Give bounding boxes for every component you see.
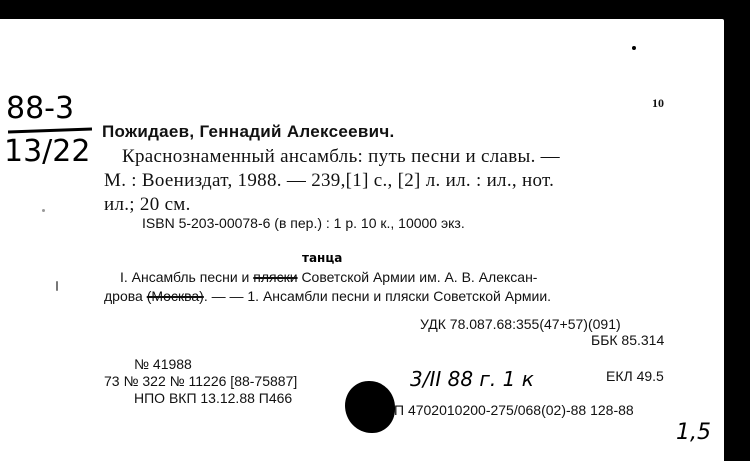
- handwritten-corner-mark: 1,5: [676, 420, 711, 445]
- subject-line-1-end: Советской Армии им. А. В. Алексан-: [301, 269, 538, 285]
- udk-code: УДК 78.087.68:355(47+57)(091): [420, 316, 621, 332]
- author-heading: Пожидаев, Геннадий Алексеевич.: [102, 122, 395, 141]
- call-number-top: 88-3: [6, 91, 75, 126]
- subject-line-2: [104, 289, 551, 303]
- index-line: П 4702010200-275/068(02)-88 128-88: [394, 402, 634, 418]
- title-line-2: М. : Воениздат, 1988. — 239,[1] с., [2] л. ил. : ил., нот.: [104, 170, 555, 191]
- ink-stamp: [345, 381, 395, 433]
- catalog-card: [0, 19, 724, 461]
- corner-number: 10: [652, 96, 664, 110]
- faint-mark: [56, 281, 58, 291]
- print-line: 73 № 322 № 11226 [88-75887]: [104, 373, 298, 389]
- order-number: № 41988: [134, 356, 192, 372]
- subject-line-2-end: . — — 1. Ансамбли песни и пляски Советской Армии.: [203, 288, 552, 304]
- title-line-3: ил.; 20 см.: [104, 194, 191, 215]
- subject-line-2-start: дрова: [104, 288, 143, 304]
- faint-mark: [42, 209, 45, 212]
- title-line-1: Краснознаменный ансамбль: путь песни и славы. —: [122, 146, 560, 167]
- struck-word: пляски: [253, 269, 298, 285]
- bbk-code: ББК 85.314: [591, 332, 665, 348]
- handwritten-stamp-note: 3/II 88 г. 1 к: [410, 367, 534, 391]
- handwritten-correction: танца: [302, 251, 343, 265]
- isbn-line: ISBN 5-203-00078-6 (в пер.) : 1 р. 10 к., 10000 экз.: [142, 215, 465, 231]
- npo-line: НПО ВКП 13.12.88 П466: [134, 390, 293, 406]
- ekl-code: ЕКЛ 49.5: [606, 368, 664, 384]
- speck-mark: [632, 46, 636, 50]
- subject-line-1: [120, 270, 537, 284]
- call-number-bottom: 13/22: [4, 134, 91, 169]
- subject-line-1-start: I. Ансамбль песни и: [120, 269, 250, 285]
- call-number-underline: [8, 128, 92, 134]
- struck-place: (Москва): [146, 288, 204, 304]
